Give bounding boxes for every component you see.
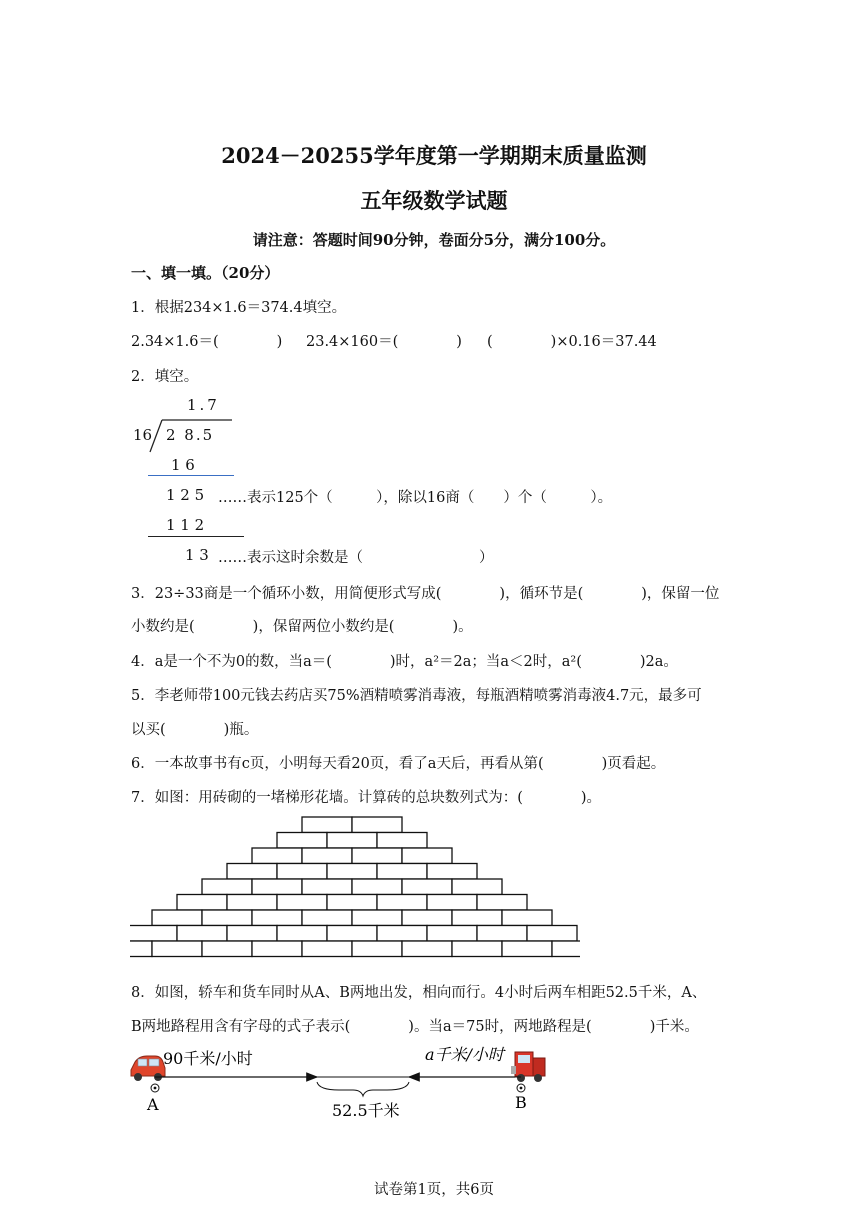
brick [252,879,302,895]
division-quotient: 1.7 [187,396,220,414]
division-step-2: 1 2 5 [166,486,205,504]
exam-title: 2024－20255学年度第一学期期末质量监测 [221,143,647,168]
brick [377,833,427,849]
question-3-line-2: 小数约是( )，保留两位小数约是( )。 [131,619,473,635]
question-6: 6．一本故事书有c页，小明每天看20页，看了a天后，再看从第( )页看起。 [131,756,666,772]
gap-label: 52.5千米 [332,1101,400,1120]
brick [452,910,502,926]
brick [452,941,502,957]
brick [202,910,252,926]
division-dividend: 2 8.5 [166,426,215,444]
question-7: 7．如图：用砖砌的一堵梯形花墙。计算砖的总块数列式为：( )。 [131,790,602,806]
page-footer: 试卷第1页，共6页 [374,1182,494,1198]
brick [527,926,577,942]
brick [302,910,352,926]
brick [130,941,152,957]
brick [477,926,527,942]
point-a-label: A [147,1095,159,1114]
right-speed-label [425,1045,506,1064]
brick [277,833,327,849]
brick [327,926,377,942]
question-5-line-1: 5．李老师带100元钱去药店买75%酒精喷雾消毒液，每瓶酒精喷雾消毒液4.7元，最多可 [131,688,702,704]
brick [402,910,452,926]
brick [227,864,277,880]
brick [377,864,427,880]
brick [352,910,402,926]
brick [277,864,327,880]
brick [177,926,227,942]
point-b-label: B [515,1093,527,1112]
brick [427,895,477,911]
section-heading: 一、填一填。（20分） [131,264,280,282]
exam-notice: 请注意：答题时间90分钟，卷面分5分，满分100分。 [252,231,616,249]
brick [352,848,402,864]
brick [477,895,527,911]
brick [502,941,552,957]
division-step-2-note: ……表示125个（ ），除以16商（ ）个（ ）。 [218,490,613,506]
brick [152,910,202,926]
brick [202,941,252,957]
brick [130,926,177,942]
brick [352,879,402,895]
brick [377,926,427,942]
question-5-line-2: 以买( )瓶。 [131,722,259,738]
question-8-line-2: B两地路程用含有字母的式子表示( )。当a＝75时，两地路程是( )千米。 [131,1019,699,1035]
brick [377,895,427,911]
division-step-3: 1 1 2 [166,516,205,534]
question-3-line-1: 3．23÷33商是一个循环小数，用简便形式写成( )，循环节是( )，保留一位 [131,586,720,602]
brick [327,895,377,911]
brick [352,941,402,957]
right-speed-var: a千米/小时 [425,1045,504,1064]
question-1-blank-b: 23.4×160＝( ) [306,334,462,350]
brick [352,817,402,833]
question-1-blank-a: 2.34×1.6＝( ) [131,334,283,350]
brick [427,926,477,942]
division-step-1: 1 6 [171,456,195,474]
division-remainder: 1 3 [185,546,209,564]
brick-wall-figure [130,815,580,965]
brick [552,941,580,957]
brick [152,941,202,957]
brick [427,864,477,880]
brick [302,941,352,957]
brick [277,926,327,942]
exam-subtitle: 五年级数学试题 [360,188,508,213]
question-1-stem: 1．根据234×1.6＝374.4填空。 [131,300,347,316]
brick [302,848,352,864]
division-line-1 [148,475,234,476]
travel-diagram [125,1038,565,1128]
brick [227,895,277,911]
brick [402,879,452,895]
brick [327,864,377,880]
brick [202,879,252,895]
brick [227,926,277,942]
question-2-stem: 2．填空。 [131,369,199,385]
division-remainder-note: ……表示这时余数是（ ） [218,550,494,566]
brick [402,848,452,864]
brick [252,848,302,864]
brick [502,910,552,926]
question-4: 4．a是一个不为0的数，当a＝( )时，a²＝2a；当a＜2时，a²( )2a。 [131,654,678,670]
division-divisor: 16 [133,426,153,444]
brick [177,895,227,911]
left-speed-label: 90千米/小时 [163,1049,253,1068]
division-line-2 [148,536,244,537]
brick [302,879,352,895]
question-8-line-1: 8．如图，轿车和货车同时从A、B两地出发，相向而行。4小时后两车相距52.5千米，A、 [131,985,707,1001]
brick [252,941,302,957]
brick [402,941,452,957]
brick [452,879,502,895]
brick [252,910,302,926]
brick [302,817,352,833]
brick [327,833,377,849]
gap-brace [317,1082,409,1096]
brick [277,895,327,911]
question-1-blank-c: ( )×0.16＝37.44 [487,334,657,350]
